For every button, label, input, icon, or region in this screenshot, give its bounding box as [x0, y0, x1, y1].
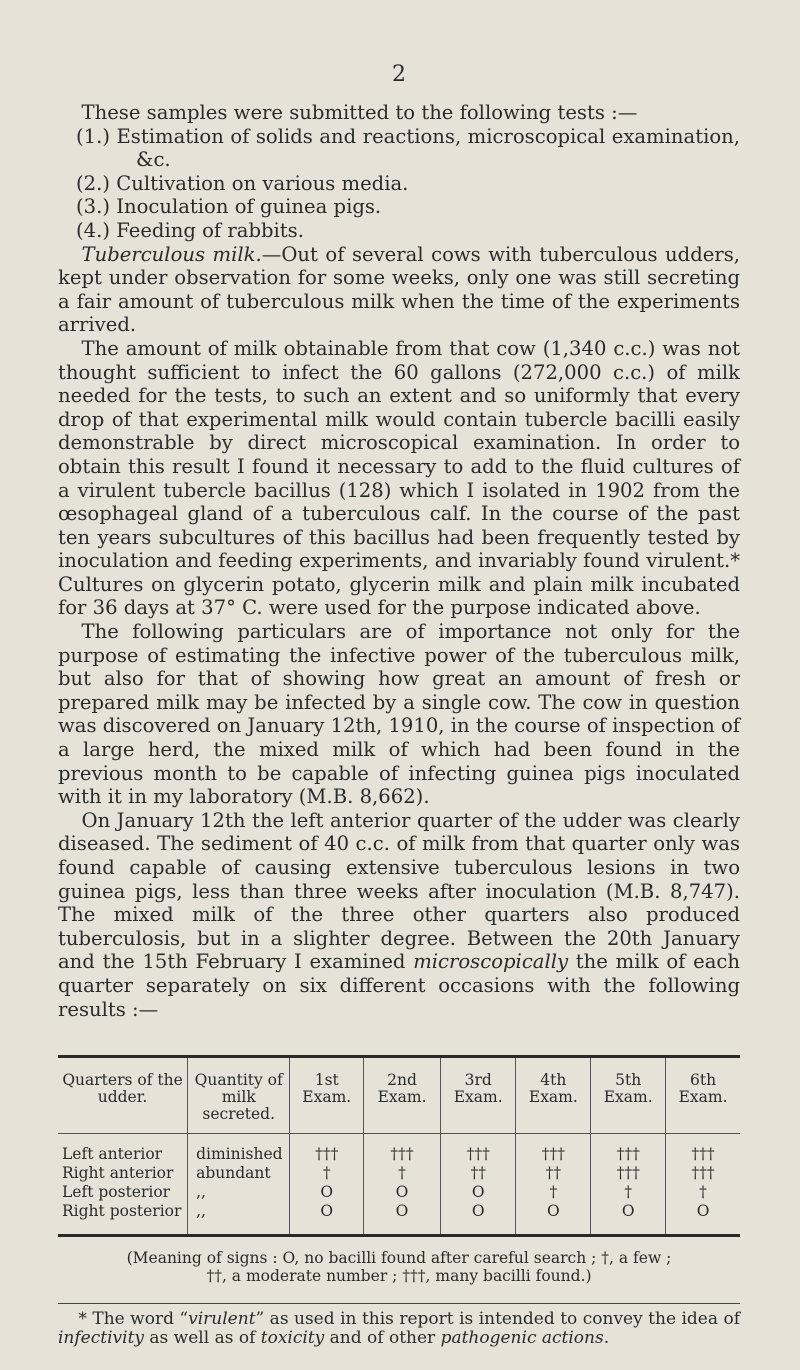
column-header: 5th Exam.	[591, 1057, 666, 1134]
table-cell: diminished	[188, 1134, 290, 1165]
table-cell: †	[516, 1183, 591, 1202]
table-cell: †††	[666, 1164, 740, 1183]
list-item: (1.) Estimation of solids and reactions, microscopical examination, &c.	[76, 124, 740, 172]
table-cell: O	[364, 1183, 441, 1202]
table-cell: O	[290, 1202, 364, 1236]
table-row	[58, 1134, 740, 1165]
table-cell: Left anterior	[62, 1145, 163, 1164]
column-header: 1st Exam.	[290, 1057, 364, 1134]
intro-paragraph: These samples were submitted to the following tests :—	[81, 101, 638, 124]
page-number: 2	[392, 62, 406, 87]
table-cell: O	[440, 1183, 515, 1202]
column-header: Quantity of milk secreted.	[188, 1057, 290, 1134]
table-cell: O	[364, 1202, 441, 1236]
signs-legend-line: (Meaning of signs : O, no bacilli found after careful search ; †, a few ;	[126, 1249, 672, 1268]
column-header: 4th Exam.	[516, 1057, 591, 1134]
table-cell: †††	[666, 1134, 740, 1165]
table-cell: †††	[591, 1164, 666, 1183]
table-cell: ††	[440, 1164, 515, 1183]
table-cell: †††	[591, 1134, 666, 1165]
footnote-divider	[58, 1303, 740, 1304]
table-cell: O	[591, 1202, 666, 1236]
list-item: (3.) Inoculation of guinea pigs.	[76, 195, 382, 219]
paragraph-january: On January 12th the left anterior quarter of the udder was clearly diseased. The sediment of 40 c.c. of milk from that quarter only was found capable of causing extensive tuberculous lesions in two guinea pigs, less than three weeks after inoculation (M.B. 8,747). The mixed milk of the three other quarters also produced tuberculosis, but in a slighter degree. Between the 20th January and the 15th February I examined microscopically the milk of each quarter separately on six different occasions with the following results :—	[58, 808, 741, 1021]
list-item: (2.) Cultivation on various media.	[76, 171, 409, 195]
table-cell: O	[290, 1183, 364, 1202]
table-cell: †	[666, 1183, 740, 1202]
signs-legend	[58, 1249, 740, 1285]
column-header: 2nd Exam.	[364, 1057, 441, 1134]
table-cell: †	[364, 1164, 441, 1183]
column-header: 6th Exam.	[666, 1057, 740, 1134]
table-row	[58, 1164, 740, 1183]
footnote: * The word “virulent” as used in this report is intended to convey the idea of infectivity as well as of toxicity and of other pathogenic actions.	[58, 1309, 740, 1349]
column-header: 3rd Exam.	[440, 1057, 515, 1134]
table-cell: †††	[440, 1134, 515, 1165]
table-cell: †††	[290, 1134, 364, 1165]
table-cell: †	[591, 1183, 666, 1202]
table-cell: ,,	[188, 1202, 290, 1236]
table-cell: O	[666, 1202, 740, 1236]
table-cell: O	[516, 1202, 591, 1236]
table-cell: ††	[516, 1164, 591, 1183]
body-text	[58, 101, 740, 1021]
paragraph-particulars: The following particulars are of importance not only for the purpose of estimating the infective power of the tuberculous milk, but also for that of showing how great an amount of fresh or prepared milk may be infected by a single cow. The cow in question was discovered on January 12th, 1910, in the course of inspection of a large herd, the mixed milk of which had been found in the previous month to be capable of infecting guinea pigs inoculated with it in my laboratory (M.B. 8,662).	[58, 620, 740, 809]
signs-legend-line: ††, a moderate number ; †††, many bacilli found.)	[206, 1267, 592, 1286]
table-cell: †††	[516, 1134, 591, 1165]
list-item: (4.) Feeding of rabbits.	[76, 218, 304, 242]
table-row	[58, 1202, 740, 1236]
paragraph-milk-amount: The amount of milk obtainable from that cow (1,340 c.c.) was not thought sufficient to infect the 60 gallons (272,000 c.c.) of milk needed for the tests, to such an extent and so uniformly that every drop of that experimental milk would contain tubercle bacilli easily demonstrable by direct microscopical examination. In order to obtain this result I found it necessary to add to the fluid cultures of a virulent tubercle bacillus (128) which I isolated in 1902 from the œsophageal gland of a tuberculous calf. In the course of the past ten years subcultures of this bacillus had been frequently tested by inoculation and feeding experiments, and invariably found virulent.* Cultures on glycerin potato, glycerin milk and plain milk incubated for 36 days at 37° C. were used for the purpose indicated above.	[58, 336, 740, 620]
table-cell: Right anterior	[62, 1164, 174, 1183]
table-cell: abundant	[188, 1164, 290, 1183]
table-row	[58, 1183, 740, 1202]
column-header: Quarters of the udder.	[58, 1057, 188, 1134]
table-cell: Left posterior	[62, 1183, 171, 1202]
table-cell: †	[290, 1164, 364, 1183]
table-header-row	[58, 1057, 740, 1134]
tests-list	[58, 125, 740, 243]
table-cell: Right posterior	[62, 1202, 182, 1221]
table-cell: †††	[364, 1134, 441, 1165]
table-cell: O	[440, 1202, 515, 1236]
paragraph-tuberculous-milk: Tuberculous milk.—Out of several cows with tuberculous udders, kept under observation for some weeks, only one was still secreting a fair amount of tuberculous milk when the time of the experiments arrived.	[58, 242, 741, 337]
section-heading: Tuberculous milk.	[81, 242, 262, 266]
results-table	[58, 1055, 740, 1237]
table-cell: ,,	[188, 1183, 290, 1202]
